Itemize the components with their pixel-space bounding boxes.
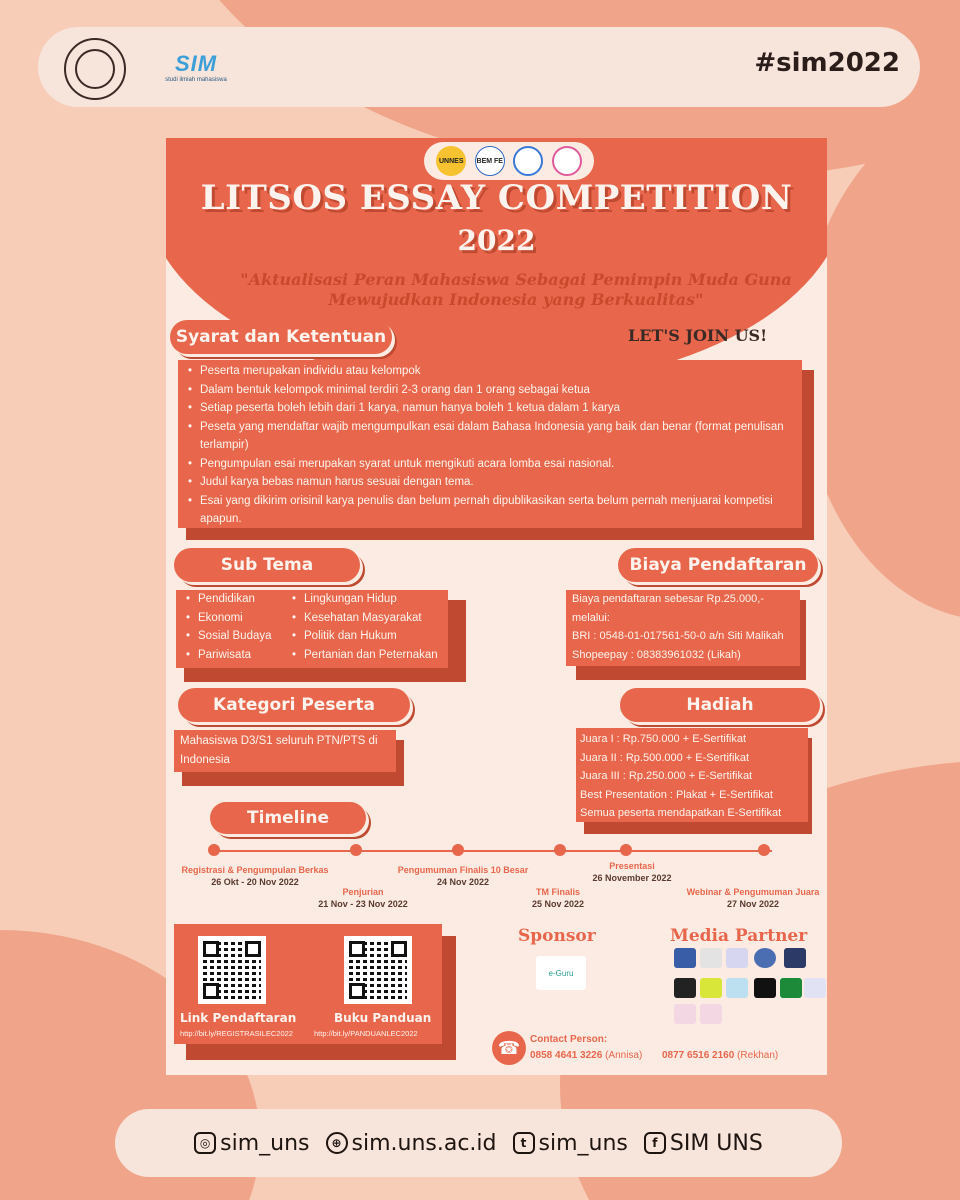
biaya-line: Biaya pendaftaran sebesar Rp.25.000,- [572,593,765,605]
poster-theme: "Aktualisasi Peran Mahasiswa Sebagai Pemimpin Muda Guna Mewujudkan Indonesia yang Berkualitas" [240,270,792,309]
bem-fe-logo: BEM FE [475,146,505,176]
kategori-box: Mahasiswa D3/S1 seluruh PTN/PTS di Indonesia [174,730,396,772]
list-item: • Pariwisata [184,646,282,665]
biaya-line: BRI : 0548-01-017561-50-0 a/n Siti Malikah [572,630,784,642]
footer-bar [115,1109,842,1177]
list-item: • Esai yang dikirim orisinil karya penulis dan belum pernah dipublikasikan serta belum pernah menjuarai kompetisi apapun. [186,492,794,529]
partner-logos [424,142,594,180]
partner-logo-4 [552,146,582,176]
list-item: • Kesehatan Masyarakat [290,609,438,628]
timeline-dot [554,844,566,856]
qr-code-guidebook[interactable] [344,936,412,1004]
list-item: • Dalam bentuk kelompok minimal terdiri 2-3 orang dan 1 orang sebagai ketua [186,381,794,400]
list-item: • Judul karya bebas namun harus sesuai dengan tema. [186,473,794,492]
timeline-event-label: Registrasi & Pengumpulan Berkas [181,865,329,875]
facebook-icon: f [644,1132,666,1154]
media-partner-logo [780,978,802,998]
timeline-event-label: Presentasi [609,861,655,871]
media-partner-logo [674,1004,696,1024]
timeline-event [388,864,538,888]
biaya-line: Shopeepay : 08383961032 (Likah) [572,648,741,661]
contact-heading: Contact Person: [530,1034,608,1045]
hadiah-line: Juara I : Rp.750.000 + E-Sertifikat [580,733,747,745]
hadiah-box [576,728,808,822]
eguru-logo: e-Guru [536,956,586,990]
contact-1-name: (Annisa) [605,1050,643,1061]
media-partner-logo [700,1004,722,1024]
timeline-event-date: 25 Nov 2022 [531,899,585,909]
list-item: • Politik dan Hukum [290,627,438,646]
kategori-heading: Kategori Peserta [178,688,410,722]
instagram-icon: ◎ [194,1132,216,1154]
timeline-line [212,850,772,852]
syarat-heading: Syarat dan Ketentuan [170,320,392,354]
biaya-heading: Biaya Pendaftaran [618,548,818,582]
list-item: • Pendidikan [184,590,282,609]
list-item: • Pengumpulan esai merupakan syarat untuk mengikuti acara lomba esai nasional. [186,455,794,474]
list-item: • Peseta yang mendaftar wajib mengumpulkan esai dalam Bahasa Indonesia yang baik dan benar (format penulisan terlampir) [186,418,794,455]
contact-2-name: (Rekhan) [737,1050,779,1061]
media-partner-heading: Media Partner [670,926,808,946]
list-item: • Setiap peserta boleh lebih dari 1 karya, namun hanya boleh 1 ketua dalam 1 karya [186,399,794,418]
list-item: • Peserta merupakan individu atau kelompok [186,362,794,381]
sim-logo-mark: SIM [174,51,218,76]
sim-logo [160,36,232,98]
timeline-event-label: Penjurian [342,887,384,897]
unnes-logo: UNNES [436,146,466,176]
website-url: sim.uns.ac.id [351,1130,497,1156]
timeline-event-date: 26 Okt - 20 Nov 2022 [211,877,299,887]
facebook-name: SIM UNS [669,1130,763,1156]
poster [166,138,827,1075]
media-partner-logo [674,948,696,968]
registration-link-label: Link Pendaftaran [180,1011,297,1025]
hashtag: #sim2022 [754,48,900,78]
qr-code-registration[interactable] [198,936,266,1004]
guidebook-url[interactable]: http://bit.ly/PANDUANLEC2022 [314,1029,418,1038]
hadiah-heading: Hadiah [620,688,820,722]
whatsapp-icon: ☎ [492,1031,526,1065]
contact-1 [530,1050,642,1061]
registration-url[interactable]: http://bit.ly/REGISTRASILEC2022 [180,1029,293,1038]
timeline-event-date: 26 November 2022 [592,873,672,883]
contact-1-phone: 0858 4641 3226 [530,1050,603,1061]
subtema-box [176,590,448,668]
timeline-event-label: Pengumuman Finalis 10 Besar [397,865,529,875]
contact-2-phone: 0877 6516 2160 [662,1050,735,1061]
media-partner-logo [804,978,826,998]
hadiah-line: Semua peserta mendapatkan E-Sertifikat [580,807,782,819]
join-text: LET'S JOIN US! [628,326,768,345]
media-partner-logo [754,948,776,968]
timeline-dot [350,844,362,856]
partner-logo-3 [513,146,543,176]
hadiah-line: Juara II : Rp.500.000 + E-Sertifikat [580,751,750,764]
timeline-event [170,864,340,888]
hadiah-line: Juara III : Rp.250.000 + E-Sertifikat [580,770,753,782]
hadiah-line: Best Presentation : Plakat + E-Sertifikat [580,788,773,801]
subtema-heading: Sub Tema [174,548,360,582]
poster-title: LITSOS ESSAY COMPETITION [200,178,793,218]
biaya-box [566,590,800,666]
syarat-box [178,360,802,528]
timeline-event-label: Webinar & Pengumuman Juara [686,887,820,897]
timeline-event-date: 21 Nov - 23 Nov 2022 [318,899,408,909]
poster-year: 2022 [457,224,536,257]
sponsor-heading: Sponsor [518,926,596,946]
sim-logo-sub: studi ilmiah mahasiswa [165,77,227,83]
contact-2 [662,1050,778,1061]
media-partner-logo [700,978,722,998]
media-partner-logo [674,978,696,998]
timeline-event-date: 24 Nov 2022 [436,877,490,887]
instagram-link[interactable] [194,1131,309,1156]
media-partner-logo [726,948,748,968]
list-item: • Lingkungan Hidup [290,590,438,609]
twitter-link[interactable] [513,1131,628,1156]
website-link[interactable] [326,1131,497,1156]
media-partner-logo [700,948,722,968]
media-partner-logo [754,978,776,998]
timeline-event [586,860,678,884]
timeline-event [306,886,420,910]
list-item: • Sosial Budaya [184,627,282,646]
timeline-event [516,886,600,910]
list-item: • Ekonomi [184,609,282,628]
timeline-event-label: TM Finalis [535,887,580,897]
facebook-link[interactable] [644,1131,763,1156]
list-item: • Pertanian dan Peternakan [290,646,438,665]
instagram-handle: sim_uns [220,1130,310,1156]
timeline-dot [208,844,220,856]
uns-logo [64,38,126,100]
media-partner-logo [726,978,748,998]
guidebook-link-label: Buku Panduan [334,1011,432,1025]
media-partner-logo [784,948,806,968]
timeline-heading: Timeline [210,802,366,834]
biaya-line: melalui: [572,611,610,624]
timeline-dot [758,844,770,856]
timeline-event-date: 27 Nov 2022 [726,899,780,909]
twitter-icon: t [513,1132,535,1154]
timeline-dot [452,844,464,856]
twitter-handle: sim_uns [538,1130,628,1156]
timeline-event [678,886,827,910]
globe-icon: ⊕ [326,1132,348,1154]
timeline-dot [620,844,632,856]
